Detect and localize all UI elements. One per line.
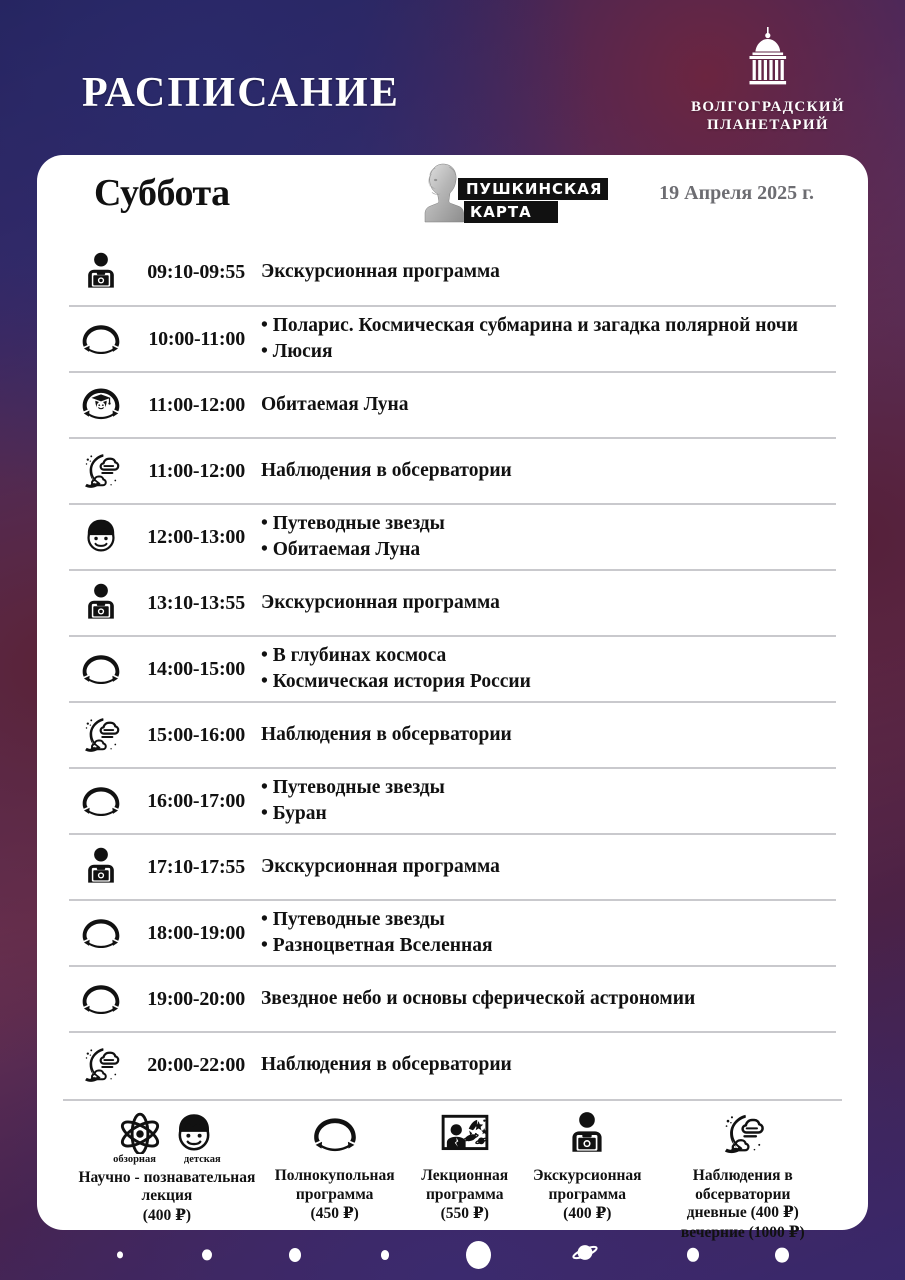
legend-title-line2: дневные (400 ₽) bbox=[686, 1204, 799, 1222]
legend-item bbox=[67, 1113, 267, 1225]
fulldome-icon bbox=[69, 779, 133, 823]
schedule-event: • Путеводные звезды bbox=[261, 907, 836, 933]
schedule-event: • Буран bbox=[261, 801, 836, 827]
excursion-guide-icon bbox=[69, 581, 133, 625]
observation-moon-icon bbox=[69, 713, 133, 757]
fulldome-icon bbox=[69, 977, 133, 1021]
fulldome-icon bbox=[69, 911, 133, 955]
schedule-row bbox=[69, 965, 836, 1031]
legend-item bbox=[267, 1113, 403, 1224]
fulldome-icon bbox=[69, 317, 133, 361]
decorative-dot bbox=[775, 1248, 788, 1263]
day-title: Суббота bbox=[94, 172, 230, 214]
schedule-row-events bbox=[261, 986, 836, 1012]
schedule-row-events bbox=[261, 259, 836, 285]
brand-name-line1: ВОЛГОГРАДСКИЙ bbox=[690, 99, 846, 115]
schedule-row-events bbox=[261, 722, 836, 748]
planetarium-building-icon bbox=[673, 26, 863, 93]
schedule-event: • Поларис. Космическая субмарина и загадка полярной ночи bbox=[261, 313, 836, 339]
legend-title-line1: Полнокупольная bbox=[274, 1167, 395, 1184]
schedule-row-time: 13:10-13:55 bbox=[147, 591, 245, 614]
schedule-row bbox=[69, 1031, 836, 1097]
schedule-row bbox=[69, 701, 836, 767]
observation-moon-icon bbox=[69, 1043, 133, 1087]
pushkin-card-line2: КАРТА bbox=[464, 201, 558, 223]
excursion-guide-icon bbox=[69, 250, 133, 294]
decorative-dot bbox=[466, 1241, 491, 1269]
excursion-guide-icon bbox=[562, 1109, 612, 1165]
legend-title-line1: Научно - познавательная bbox=[78, 1168, 256, 1186]
schedule-row-time: 18:00-19:00 bbox=[147, 921, 245, 944]
schedule-row-time: 09:10-09:55 bbox=[147, 260, 245, 283]
legend-title-line1: Экскурсионная bbox=[532, 1167, 642, 1184]
legend-item bbox=[648, 1113, 838, 1242]
schedule-row bbox=[69, 635, 836, 701]
legend-price: (400 ₽) bbox=[563, 1205, 612, 1223]
schedule-event: • Люсия bbox=[261, 339, 836, 365]
child-face-icon bbox=[69, 515, 133, 559]
schedule-row bbox=[69, 305, 836, 371]
schedule-row-events bbox=[261, 392, 836, 418]
schedule-event: Обитаемая Луна bbox=[261, 394, 409, 416]
observation-moon-icon bbox=[718, 1109, 768, 1165]
schedule-list bbox=[63, 239, 842, 1097]
pushkin-card-line1: ПУШКИНСКАЯ bbox=[458, 178, 608, 200]
legend-title-line1: Лекционная bbox=[421, 1167, 509, 1184]
decorative-dot bbox=[381, 1250, 390, 1260]
schedule-event: Наблюдения в обсерватории bbox=[261, 724, 512, 746]
schedule-row bbox=[69, 569, 836, 635]
legend bbox=[63, 1099, 842, 1242]
schedule-event: • Разноцветная Вселенная bbox=[261, 933, 836, 959]
excursion-guide-icon bbox=[69, 845, 133, 889]
schedule-event: Наблюдения в обсерватории bbox=[261, 460, 512, 482]
decorative-dot bbox=[117, 1251, 123, 1258]
legend-icons bbox=[403, 1113, 527, 1165]
dome-lecture-icon bbox=[69, 383, 133, 427]
legend-item bbox=[403, 1113, 527, 1224]
poster-header bbox=[0, 0, 905, 155]
legend-title-line2: программа bbox=[548, 1185, 627, 1203]
schedule-row-time: 19:00-20:00 bbox=[147, 987, 245, 1010]
schedule-row bbox=[69, 899, 836, 965]
schedule-row bbox=[69, 767, 836, 833]
legend-title-line1: Наблюдения в обсерватории bbox=[692, 1167, 793, 1203]
schedule-event: Наблюдения в обсерватории bbox=[261, 1054, 512, 1076]
decorative-dot bbox=[687, 1248, 700, 1262]
schedule-row-events bbox=[261, 775, 836, 826]
schedule-row-events bbox=[261, 511, 836, 562]
legend-sublabels bbox=[67, 1154, 267, 1167]
legend-icons bbox=[648, 1113, 838, 1165]
schedule-row bbox=[69, 437, 836, 503]
legend-price: (400 ₽) bbox=[142, 1206, 192, 1224]
brand-name-line2: ПЛАНЕТАРИЙ bbox=[707, 117, 829, 134]
observation-moon-icon bbox=[69, 449, 133, 493]
schedule-row-time: 17:10-17:55 bbox=[147, 855, 245, 878]
schedule-event: Экскурсионная программа bbox=[261, 261, 500, 283]
lecture-screen-icon bbox=[440, 1109, 490, 1165]
fulldome-icon bbox=[69, 647, 133, 691]
decorative-dot bbox=[289, 1248, 301, 1262]
schedule-row bbox=[69, 371, 836, 437]
fulldome-icon bbox=[310, 1109, 360, 1165]
schedule-event: • В глубинах космоса bbox=[261, 643, 836, 669]
legend-price: (550 ₽) bbox=[440, 1205, 489, 1223]
legend-icons bbox=[267, 1113, 403, 1165]
legend-sublabel: детская bbox=[183, 1154, 221, 1165]
schedule-row bbox=[69, 833, 836, 899]
schedule-card bbox=[37, 155, 868, 1241]
schedule-event: • Путеводные звезды bbox=[261, 511, 836, 537]
legend-item bbox=[527, 1113, 648, 1224]
schedule-row-events bbox=[261, 907, 836, 958]
schedule-row-time: 16:00-17:00 bbox=[147, 789, 245, 812]
legend-title-line2: лекция bbox=[141, 1187, 193, 1205]
legend-sublabel: обзорная bbox=[113, 1154, 156, 1165]
schedule-row-events bbox=[261, 643, 836, 694]
schedule-event: Экскурсионная программа bbox=[261, 856, 500, 878]
schedule-row-time: 11:00-12:00 bbox=[148, 393, 245, 416]
brand-name bbox=[673, 98, 863, 135]
schedule-row-events bbox=[261, 854, 836, 880]
schedule-event: • Обитаемая Луна bbox=[261, 537, 836, 563]
pushkin-card-labels bbox=[458, 178, 608, 223]
legend-title-line2: программа bbox=[295, 1185, 374, 1203]
schedule-row-time: 12:00-13:00 bbox=[147, 525, 245, 548]
card-header bbox=[63, 155, 842, 239]
schedule-event: • Путеводные звезды bbox=[261, 775, 836, 801]
schedule-row-time: 14:00-15:00 bbox=[147, 657, 245, 680]
decorative-dot bbox=[202, 1249, 212, 1260]
legend-icons bbox=[527, 1113, 648, 1165]
schedule-row-time: 15:00-16:00 bbox=[147, 723, 245, 746]
schedule-event: Звездное небо и основы сферической астрономии bbox=[261, 988, 696, 1010]
schedule-date: 19 Апреля 2025 г. bbox=[659, 182, 814, 204]
brand-logo bbox=[673, 26, 863, 135]
schedule-event: Экскурсионная программа bbox=[261, 592, 500, 614]
schedule-row-time: 20:00-22:00 bbox=[147, 1053, 245, 1076]
schedule-row bbox=[69, 503, 836, 569]
schedule-event: • Космическая история России bbox=[261, 669, 836, 695]
legend-title-line2: программа bbox=[426, 1185, 504, 1203]
schedule-row-time: 11:00-12:00 bbox=[148, 459, 245, 482]
schedule-row-events bbox=[261, 590, 836, 616]
schedule-row-events bbox=[261, 458, 836, 484]
schedule-row-time: 10:00-11:00 bbox=[148, 327, 245, 350]
schedule-row bbox=[69, 239, 836, 305]
legend-price: (450 ₽) bbox=[310, 1205, 359, 1223]
schedule-row-events bbox=[261, 313, 836, 364]
pushkin-card-badge bbox=[418, 166, 608, 228]
page-title: РАСПИСАНИЕ bbox=[82, 70, 401, 116]
saturn-planet-icon bbox=[571, 1240, 599, 1271]
legend-price: вечерние (1000 ₽) bbox=[680, 1223, 805, 1241]
footer-decoration bbox=[0, 1230, 905, 1280]
schedule-row-events bbox=[261, 1052, 836, 1078]
